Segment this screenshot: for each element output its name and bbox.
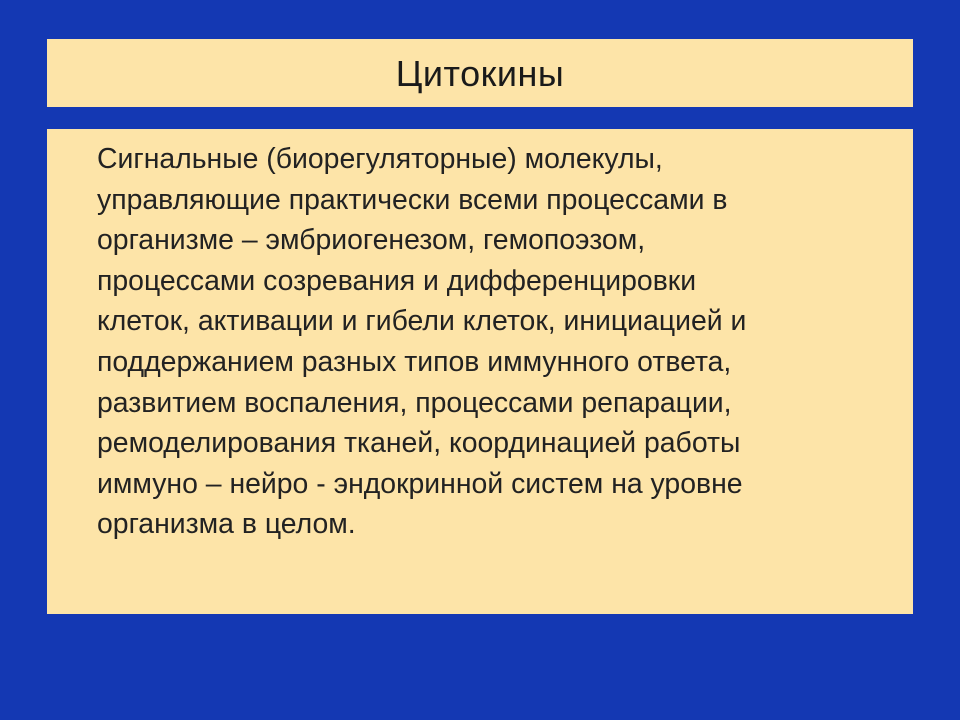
body-paragraph [97,139,887,545]
body-line: Сигнальные (биорегуляторные) молекулы, [97,143,663,175]
body-line: управляющие практически всеми процессами в [97,183,728,216]
body-line: организма в целом. [97,508,356,541]
body-line: клеток, активации и гибели клеток, инициацией и [97,305,747,338]
slide-title: Цитокины [395,53,565,94]
body-line: ремоделирования тканей, координацией работы [97,427,741,460]
body-line: развитием воспаления, процессами репарации, [97,386,732,419]
body-line: процессами созревания и дифференцировки [97,264,697,297]
body-line: организме – эмбриогенезом, гемопоэзом, [97,224,646,257]
body-line: иммуно – нейро - эндокринной систем на уровне [97,467,743,500]
title-panel [47,39,913,107]
content-panel [47,129,913,614]
body-line: поддержанием разных типов иммунного ответа, [97,345,732,378]
